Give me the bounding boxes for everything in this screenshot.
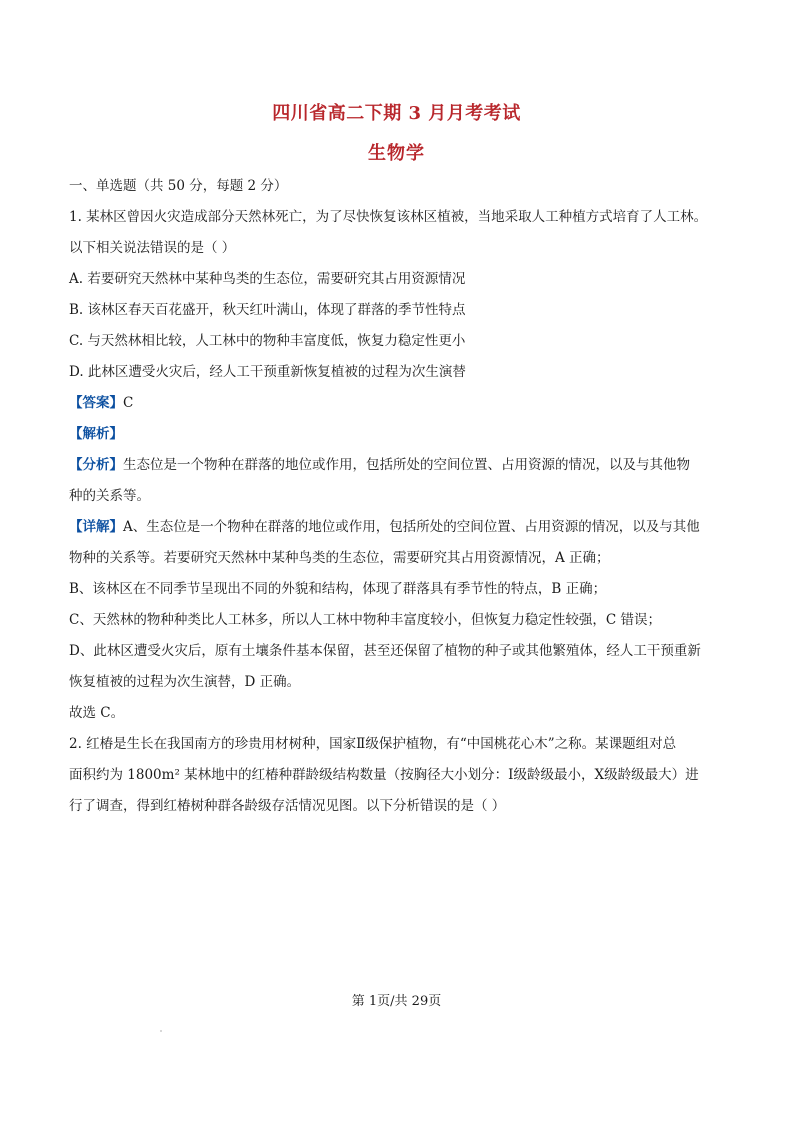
- question-1-option-b: B. 该林区春天百花盛开，秋天红叶满山，体现了群落的季节性特点: [69, 302, 466, 318]
- fenxi-text-1: 生态位是一个物种在群落的地位或作用，包括所处的空间位置、占用资源的情况，以及与其他物: [123, 457, 690, 473]
- section-heading: 一、单选题（共 50 分，每题 2 分）: [69, 178, 288, 194]
- page-number-footer: 第 1页/共 29页: [351, 994, 442, 1009]
- xiangjie-line-4: C、天然林的物种种类比人工林多，所以人工林中物种丰富度较小，但恢复力稳定性较强，C 错误；: [69, 612, 661, 628]
- conclusion-line: 故选 C。: [69, 705, 125, 721]
- question-2-stem-line-3: 行了调查，得到红椿树种群各龄级存活情况见图。以下分析错误的是（ ）: [69, 798, 506, 814]
- scan-speck: [160, 1030, 162, 1032]
- answer-value: C: [123, 395, 134, 411]
- fenxi-tag: 【分析】: [69, 457, 123, 473]
- answer-tag: 【答案】: [69, 395, 123, 411]
- page-subtitle: 生物学: [368, 143, 425, 164]
- analysis-heading: [69, 424, 749, 444]
- fenxi-line-1: [69, 455, 749, 475]
- xiangjie-line-5: D、此林区遭受火灾后，原有土壤条件基本保留，甚至还保留了植物的种子或其他繁殖体，经人工干预重新: [69, 643, 701, 659]
- question-2-stem-line-1: 2. 红椿是生长在我国南方的珍贵用材树种，国家Ⅱ级保护植物，有“中国桃花心木”之称。某课题组对总: [69, 736, 677, 752]
- question-1-option-d: D. 此林区遭受火灾后，经人工干预重新恢复植被的过程为次生演替: [69, 364, 466, 380]
- xiangjie-text-1: A、生态位是一个物种在群落的地位或作用，包括所处的空间位置、占用资源的情况，以及与其他: [123, 519, 700, 535]
- xiangjie-tag: 【详解】: [69, 519, 123, 535]
- xiangjie-line-2: 物种的关系等。若要研究天然林中某种鸟类的生态位，需要研究其占用资源情况，A 正确；: [69, 550, 610, 566]
- xiangjie-line-1: [69, 517, 749, 537]
- xiangjie-line-6: 恢复植被的过程为次生演替，D 正确。: [69, 674, 301, 690]
- answer-line: [69, 393, 749, 413]
- fenxi-line-2: 种的关系等。: [69, 488, 150, 504]
- question-1-stem-line-1: 1. 某林区曾因火灾造成部分天然林死亡，为了尽快恢复该林区植被，当地采取人工种植方式培育了人工林。: [69, 209, 708, 225]
- question-1-option-a: A. 若要研究天然林中某种鸟类的生态位，需要研究其占用资源情况: [69, 271, 466, 287]
- question-2-stem-line-2: 面积约为 1800m² 某林地中的红椿种群龄级结构数量（按胸径大小划分：Ⅰ级龄级最小，Ⅹ级龄级最大）进: [69, 767, 699, 783]
- page-title: 四川省高二下期 3 月月考考试: [272, 103, 521, 124]
- analysis-tag: 【解析】: [69, 426, 123, 442]
- xiangjie-line-3: B、该林区在不同季节呈现出不同的外貌和结构，体现了群落具有季节性的特点，B 正确；: [69, 581, 607, 597]
- question-1-option-c: C. 与天然林相比较，人工林中的物种丰富度低，恢复力稳定性更小: [69, 333, 466, 349]
- question-1-stem-line-2: 以下相关说法错误的是（ ）: [69, 240, 236, 256]
